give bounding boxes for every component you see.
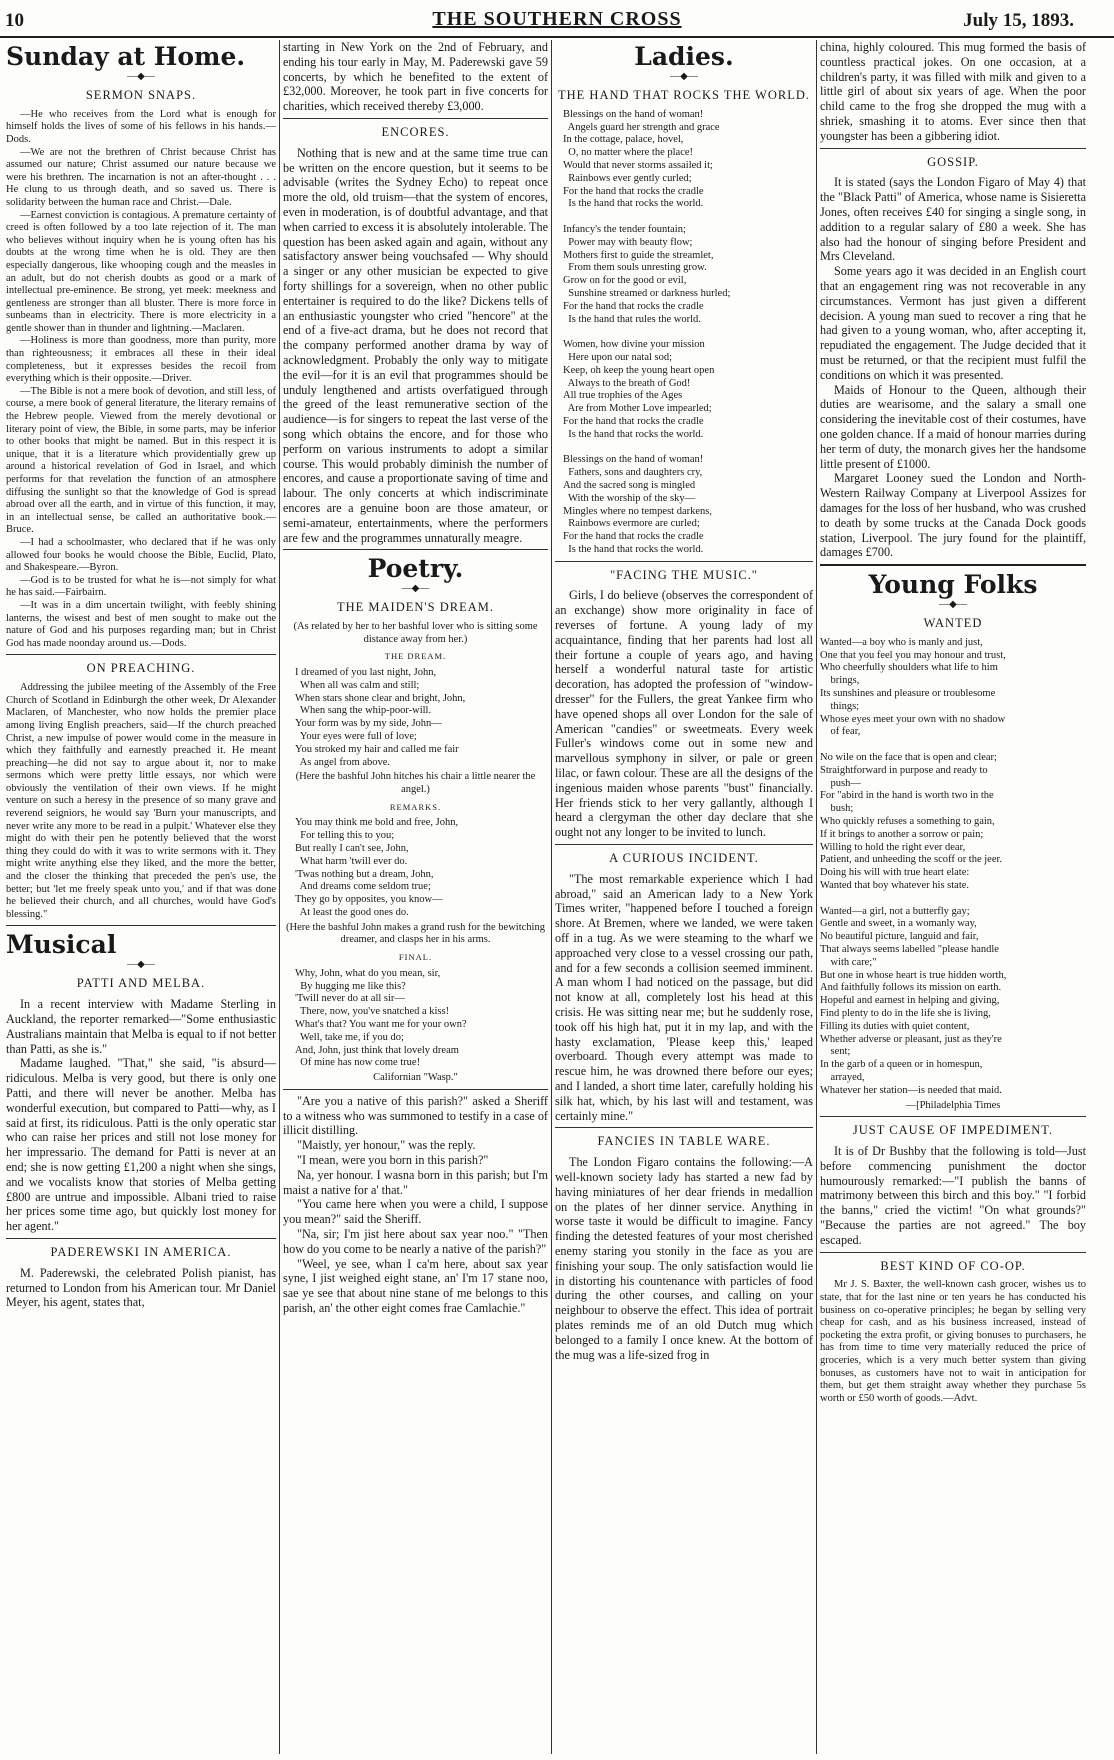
paragraph: Na, yer honour. I wasna born in this parish; but I'm maist a native for a' that." bbox=[283, 1167, 548, 1197]
poem-subheading: REMARKS. bbox=[389, 801, 442, 812]
article-title: A CURIOUS INCIDENT. bbox=[609, 851, 759, 866]
section-heading-poetry: Poetry. bbox=[367, 554, 464, 584]
paragraph: —God is to be trusted for what he is—not simply for what he has said.—Fairbairn. bbox=[6, 574, 276, 599]
column-2 bbox=[283, 40, 548, 1754]
paragraph: starting in New York on the 2nd of February, and ending his tour early in May, M. Paderewski gave 59 concerts, by which he benefited to the extent of £32,000. Moreover, he took part in five concerts for charities, which received thereby £3,000. bbox=[283, 40, 548, 114]
column-divider bbox=[551, 40, 552, 1754]
poem-attribution: Californian "Wasp." bbox=[373, 1072, 458, 1084]
paragraph: It is of Dr Bushby that the following is told—Just before commencing punishment the doctor humourously remarked:—"I publish the banns of matrimony between this birch and this boy." "I forbid the banns," cried the victim! "On what grounds?" "Because the parties are not agreed." The boy escaped. bbox=[820, 1143, 1086, 1247]
paragraph: M. Paderewski, the celebrated Polish pianist, has returned to London from his American tour. Mr Daniel Meyer, his agent, states that, bbox=[6, 1265, 276, 1310]
column-3 bbox=[555, 40, 813, 1754]
poem-note: (Here the bashful John makes a grand rush for the bewitching dreamer, and clasps her in his arms. bbox=[286, 921, 545, 946]
divider bbox=[6, 654, 276, 655]
paragraph: —It was in a dim uncertain twilight, with feebly shining lanterns, the wisest and best of men sought to make out the nature of God and his purposes regarding man; but in Christ God has made noonday around us.—Dods. bbox=[6, 599, 276, 649]
article-title: JUST CAUSE OF IMPEDIMENT. bbox=[852, 1123, 1054, 1138]
section-heading-young-folks: Young Folks bbox=[868, 570, 1038, 600]
divider bbox=[6, 1238, 276, 1239]
paragraph: "The most remarkable experience which I had abroad," said an American lady to a New York Times writer, "happened before I touched a foreign shore. At Bremen, where we landed, we were taken off in a tug. As we were steaming to the wharf we approached very close to a vessel crossing our path, and for a few seconds a collision seemed imminent. A man whom I had noticed on the passage, but did not know at all, completely lost his head at this crisis. He was sitting near me; but he suddenly rose, took off his high hat, put it in my lap, and with the hasty exclamation, 'Please keep this,' leaped overboard. Though every attempt was made to rescue him, he was drowned there before our eyes; and I landed, a short time later, carefully holding his silk hat, which, by his last will and testament, was certainly mine." bbox=[555, 871, 813, 1123]
paragraph: Addressing the jubilee meeting of the Assembly of the Free Church of Scotland in Edinburgh the other week, Dr Alexander Maclaren, of Manchester, who now holds the premier place among living English preachers, said—If the church preached Christ, a new impulse of power would come in the measure in which they faithfully and earnestly preached it. He meant preaching—he did not say to argue about it, nor to make sermons which were pretty little essays, nor which were obviously the ventilation of their own views. If he might venture on such a heresy in the presence of so many grave and reverend seigniors, he would say 'Burn your manuscripts, and never write any more to be read in a pulpit.' Whatever else they might do with their pen he potently believed that the worst thing they could do with it was to write sermons with it. They might write anything else they liked, and the more the better, and the closer the thinking that preceded the pen's use, the better; but 'let me freely speak unto you,' and if that was done he believed their church, and all churches, would have God's blessing." bbox=[6, 682, 276, 920]
poem-text: Wanted—a boy who is manly and just, One that you feel you may honour and trust, Who cheerfully shoulders what life to him brings, Its sunshines and pleasure or troublesome things; Whose eyes meet your own with no shadow of fear, No wile on the face that is open and clear; Straightforward in purpose and ready to push— For "abird in the hand is worth two in the bush; Who quickly refuses a something to gain, If it brings to another a sorrow or pain; Willing to hold the right ever dear, Patient, and unheeding the scoff or the jeer. Doing his will with true heart elate: Wanted that boy whatever his state. Wanted—a girl, not a butterfly gay; Gentle and sweet, in a womanly way, No beautiful picture, languid and fair, That always seems labelled "please handle with care;" But one in whose heart is true hidden worth, And faithfully follows its mission on earth. Hopeful and earnest in helping and giving, Find plenty to do in the life she is living, Filling its duties with quiet content, Whether adverse or pleasant, just as they're sent; In the garb of a queen or in homespun, arrayed, Whatever her station—is needed that maid. bbox=[820, 636, 1007, 1096]
divider bbox=[283, 1089, 548, 1090]
poem-text: Blessings on the hand of woman! Angels guard her strength and grace In the cottage, palace, hovel, O, no matter where the place! Would that never storms assailed it; Rainbows ever gently curled; For the hand that rocks the cradle Is the hand that rocks the world. Infancy's the tender fountain; Power may with beauty flow; Mothers first to guide the streamlet, From them souls unresting grow. Grow on for the good or evil, Sunshine streamed or darkness hurled; For the hand that rocks the cradle Is the hand that rules the world. Women, how divine your mission Here upon our natal sod; Keep, oh keep the young heart open Always to the breath of God! All true trophies of the Ages Are from Mother Love impearled; For the hand that rocks the cradle Is the hand that rocks the world. Blessings on the hand of woman! Fathers, sons and daughters cry, And the sacred song is mingled With the worship of the sky— Mingles where no tempest darkens, Rainbows evermore are curled; For the hand that rocks the cradle Is the hand that rocks the world. bbox=[563, 108, 731, 555]
paragraph: —Earnest conviction is contagious. A premature certainty of creed is often followed by a too late rejection of it. The man who believes without inquiry when he is young often has his doubts at the wrong time when he is old. They are then especially dangerous, like whooping cough and the measles in an adult, but do not cherish doubts as good or a mark of intellectual pre-eminence. Be strong, yet meek: meekness and gentleness are stronger than all bluster. There is more force in sunbeams than in electricity. There is more electricity in a gentle shower than in thunder and lightning.—Maclaren. bbox=[6, 209, 276, 334]
poem-note: (Here the bashful John hitches his chair a little nearer the angel.) bbox=[295, 771, 536, 796]
article-title: PATTI AND MELBA. bbox=[76, 976, 206, 991]
masthead bbox=[0, 0, 1114, 38]
newspaper-title: THE SOUTHERN CROSS bbox=[432, 8, 682, 30]
article-title: BEST KIND OF CO-OP. bbox=[880, 1258, 1026, 1273]
poem-text: Why, John, what do you mean, sir, By hugging me like this? 'Twill never do at all sir— There, now, you've snatched a kiss! What's that? You want me for your own? Well, take me, if you do; And, John, just think that lovely dream Of mine has now come true! bbox=[295, 967, 467, 1069]
paragraph: The London Figaro contains the following:—A well-known society lady has started a new fad by having miniatures of her dear friends in medallion on the plates of her dinner service. Anything in worse taste it would be difficult to imagine. Fancy finding the detested features of your most cherished enemy staring you stonily in the face as you are finishing your soup. The only satisfaction would lie in distorting his countenance with particles of food during the other courses, and calling on your neighbour to observe the effect. This idea of portrait plates reminds me of an old Dutch mug which belonged to a family I once knew. At the bottom of the mug was a life-sized frog in bbox=[555, 1155, 813, 1362]
column-divider bbox=[279, 40, 280, 1754]
divider bbox=[283, 549, 548, 550]
poem-subheading: THE DREAM. bbox=[384, 651, 447, 662]
ornament: —◆— bbox=[939, 599, 967, 611]
column-divider bbox=[816, 40, 817, 1754]
section-heading-sunday: Sunday at Home. bbox=[6, 42, 246, 71]
paragraph: Some years ago it was decided in an English court that an engagement ring was not recoverable in any circumstances. Vermont has just given a different decision. A young man sued to recover a ring that he had given to a young woman, who, after accepting it, repudiated the engagement. The Judge decided that it must be returned, or that the recipient must fulfil the conditions on which it was presented. bbox=[820, 264, 1086, 382]
article-title: PADEREWSKI IN AMERICA. bbox=[50, 1244, 232, 1259]
paragraph: Margaret Looney sued the London and North-Western Railway Company at Liverpool Assizes for damages for the loss of her husband, who was crushed to death by some trucks at the Canada Dock goods station, Liverpool. The jury found for the plaintiff, damages £700. bbox=[820, 471, 1086, 560]
paragraph: Mr J. S. Baxter, the well-known cash grocer, wishes us to state, that for the last nine or ten years he has conducted his business on co-operative principles; he began by selling very cheap for cash, and as his business increased, instead of pocketing the extra profit, or giving bonuses to purchasers, he has from time to time very materially reduced the price of groceries, which is a very much better system than giving bonuses, as customers have not to wait in anticipation for them, but get them straight away whether they purchase 5s worth or £50 worth of goods.—Advt. bbox=[820, 1279, 1086, 1404]
divider bbox=[820, 1116, 1086, 1117]
divider bbox=[555, 844, 813, 845]
divider bbox=[820, 564, 1086, 566]
paragraph: Maids of Honour to the Queen, although their duties are wearisome, and the salary a small one considering the inevitable cost of their costumes, have one golden chance. If a maid of honour marries during her term of duty, the monarch gives her the handsome little present of £1000. bbox=[820, 382, 1086, 471]
divider bbox=[820, 1252, 1086, 1253]
paragraph: In a recent interview with Madame Sterling in Auckland, the reporter remarked—"Some enthusiastic Australians maintain that Melba is equal to if not better than Patti, as she is." bbox=[6, 997, 276, 1056]
paragraph: Madame laughed. "That," she said, "is absurd—ridiculous. Melba is very good, but there is only one Patti, and there will never be another. Melba has wonderful execution, but compared to Patti—why, as I said at first, its ridiculous. Patti is the only operatic star who can raise her prices and still not lose money for her impressario. The demand for Patti is never at an end; she is now getting £1,200 a night when she sings, and we vocalists know that stories of Melba getting £800 are untrue and impossible. Albani tried to raise her prices some time ago, but quickly lost money for her agent." bbox=[6, 1056, 276, 1234]
paragraph: "You came here when you were a child, I suppose you mean?" said the Sheriff. bbox=[283, 1197, 548, 1227]
paragraph: —Holiness is more than goodness, more than purity, more than righteousness; it embraces all these in their ideal completeness, but it expresses besides the recoil from everything which is their opposite.—Driver. bbox=[6, 335, 276, 385]
issue-date: July 15, 1893. bbox=[963, 10, 1074, 31]
article-title: ON PREACHING. bbox=[86, 661, 196, 676]
poem-subheading: FINAL. bbox=[398, 952, 433, 962]
poem-stanza bbox=[283, 667, 548, 769]
paragraph: "I mean, were you born in this parish?" bbox=[297, 1152, 489, 1167]
paragraph: —The Bible is not a mere book of devotion, and still less, of course, a mere book of general literature, the literary remains of the Hebrew people. Viewed from the merely devotional or literary point of view, the Bible, in some parts, may be inferior to other books that might be named. But in this respect it is unique, that it is a literature which providentially grew up around a historical revelation of God in Israel, and which performs for that revelation the function of an atmosphere diffusing the sunlight so that the knowledge of God is spread abroad over all the earth, and in virtue of this function, it may, in an intellectual sense, be called an authoritative book.—Bruce. bbox=[6, 385, 276, 536]
divider bbox=[820, 148, 1086, 149]
page-number: 10 bbox=[5, 10, 24, 31]
poem-text: I dreamed of you last night, John, When all was calm and still; When stars shone clear and bright, John, When sang the whip-poor-will. Your form was by my side, John— Your eyes were full of love; You stroked my hair and called me fair As angel from above. bbox=[295, 667, 466, 768]
ornament: —◆— bbox=[127, 959, 155, 971]
paragraph: It is stated (says the London Figaro of May 4) that the "Black Patti" of America, whose name is Sisieretta Jones, often receives £40 for singing a single song, in addition to a regular salary of £80 a week. She has also had the honour of singing before President and Mrs Cleveland. bbox=[820, 175, 1086, 264]
divider bbox=[555, 1127, 813, 1128]
divider bbox=[6, 925, 276, 926]
article-title: GOSSIP. bbox=[927, 154, 979, 169]
ornament: —◆— bbox=[401, 583, 430, 595]
section-heading-musical: Musical bbox=[6, 930, 117, 960]
poem-stanza bbox=[283, 968, 548, 1070]
poem-text: You may think me bold and free, John, For telling this to you; But really I can't see, John, What harm 'twill ever do. 'Twas nothing but a dream, John, And dreams come seldom true; They go by opposites, you know— At least the good ones do. bbox=[295, 817, 459, 919]
masthead-rule bbox=[0, 36, 1114, 38]
paragraph: "Are you a native of this parish?" asked a Sheriff to a witness who was summoned to testify in a case of illicit distilling. bbox=[283, 1093, 548, 1138]
paragraph: —I had a schoolmaster, who declared that if he was only allowed four books he would choose the Bible, Euclid, Plato, and Shakespeare.—Byron. bbox=[6, 536, 276, 574]
poem-attribution: —[Philadelphia Times bbox=[905, 1099, 1001, 1111]
article-title: THE MAIDEN'S DREAM. bbox=[336, 600, 494, 615]
article-title: THE HAND THAT ROCKS THE WORLD. bbox=[558, 88, 810, 102]
paragraph: "Weel, ye see, whan I ca'm here, about sax year syne, I jist weighed eight stane, an' I'm 17 stane noo, sae ye see that about nine stane of me belongs to this parish, an' the other eight comes frae Camlachie." bbox=[283, 1256, 548, 1315]
poem-note: (As related by her to her bashful lover who is sitting some distance away from her.) bbox=[293, 621, 538, 645]
paragraph: china, highly coloured. This mug formed the basis of countless practical jokes. On one occasion, at a children's party, it was filled with milk and given to a little girl of about six years of age. When the poor child came to the frog she dropped the mug with a shriek, smashing it to atoms. Ever since then that youngster has been a gibbering idiot. bbox=[820, 40, 1086, 143]
paragraph: "Maistly, yer honour," was the reply. bbox=[297, 1138, 476, 1153]
article-title: FANCIES IN TABLE WARE. bbox=[597, 1134, 771, 1149]
column-1 bbox=[6, 40, 276, 1754]
paragraph: —We are not the brethren of Christ because Christ has assumed our nature; Christ assumed our nature because we were his brethren. The incarnation is not an after-thought . . . He clung to us through death, and so saved us. There is solidarity between the human race and Christ.—Dale. bbox=[6, 146, 276, 208]
paragraph: Girls, I do believe (observes the correspondent of an exchange) show more originality in face of reverses of fortune. A young lady of my acquaintance, finding that her parents had lost all their fortune a couple of years ago, and having herself a wonderful natural taste for artistic decoration, has adopted the profession of "window-dresser" for the Fullers, the great Yankee firm who have opened shops all over London for the sale of American "candies" or sweetmeats. Every week Fuller's windows come out in some new and marvellous symphony in silver, or pale or green lilac, or fawn colour. These are all the designs of the ingenious maiden whose parents "bust" financially. Her friends stick to her very gallantly, although I heard a clergyman the other day declare that she ought not any longer to be invited to lunch. bbox=[555, 588, 813, 840]
article-title: "FACING THE MUSIC." bbox=[610, 567, 758, 582]
article-title: WANTED bbox=[923, 616, 983, 631]
paragraph: Nothing that is new and at the same time true can be written on the encore question, but it seems to be advisable (writes the Sydney Echo) to repeat once more the old, old truism—that the system of encores, even in moderation, is of doubtful advantage, and that when carried to excess it is absolutely intolerable. The question has been asked again and again, without any satisfactory answer being vouchsafed — Why should a singer or any other musician be expected to give forty shillings for a sovereign, when no other public entertainer is required to do the like? Dickens tells of an enthusiastic youngster who cried "hencore" at the end of a five-act drama, but he does not record that the company performed another drama by way of acknowledgment. Probably the only way to mitigate the evil—for it is an evil that programmes should be unduly lengthened and artists overfatigued through the greed of the least remunerative section of the audience—is for singers to repeat the last verse of the song which obtains the encore, and for those who perform on various instruments to adopt a similar course. This would probably diminish the number of encores, and cause a proportionate saving of time and labour. The only concerts at which indiscriminate encores are a genuine boon are those amateur, or semi-amateur, entertainments, where the performers are few and the programmes unnaturally meagre. bbox=[283, 145, 548, 545]
poem-stanza bbox=[820, 637, 1086, 1098]
article-title: SERMON SNAPS. bbox=[85, 88, 197, 102]
article-title: ENCORES. bbox=[381, 124, 450, 139]
paragraph: "Na, sir; I'm jist here about sax year noo." "Then how do you come to be nearly a native of the parish?" bbox=[283, 1226, 548, 1256]
ornament: —◆— bbox=[127, 71, 155, 82]
poem-stanza bbox=[283, 817, 548, 919]
ornament: —◆— bbox=[670, 71, 698, 82]
paragraph: —He who receives from the Lord what is enough for himself holds the lives of some of his fellows in his hands.—Dods. bbox=[6, 108, 276, 145]
divider bbox=[555, 561, 813, 562]
poem-stanza bbox=[555, 109, 813, 557]
divider bbox=[283, 118, 548, 119]
column-4 bbox=[820, 40, 1086, 1754]
section-heading-ladies: Ladies. bbox=[634, 42, 734, 71]
